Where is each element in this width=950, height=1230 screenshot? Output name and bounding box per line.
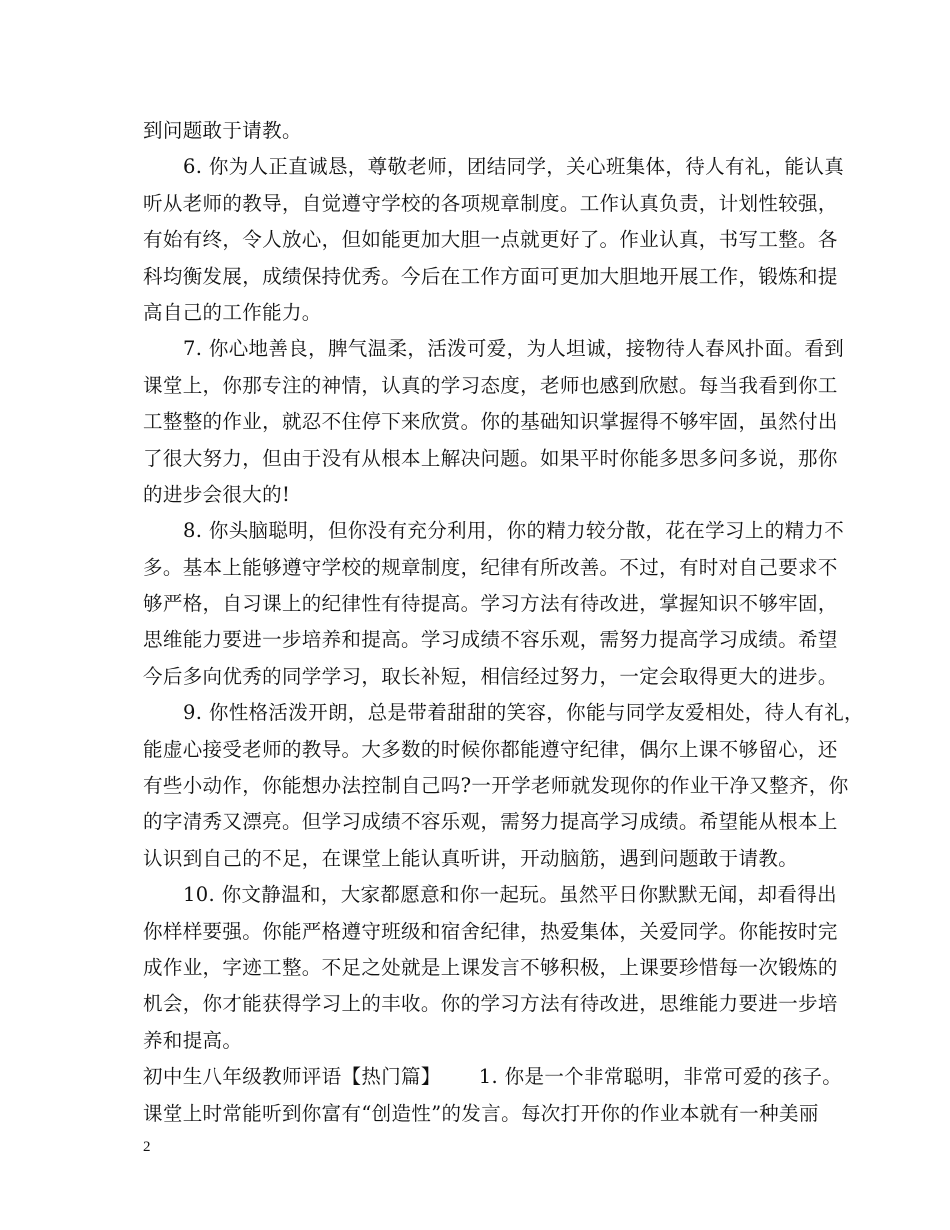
text-line: 有些小动作，你能想办法控制自己吗?一开学老师就发现你的作业干净又整齐，你 <box>143 774 849 798</box>
text-line: 你样样要强。你能严格遵守班级和宿舍纪律，热爱集体，关爱同学。你能按时完 <box>143 919 838 943</box>
text-line: 听从老师的教导，自觉遵守学校的各项规章制度。工作认真负责，计划性较强， <box>143 191 838 215</box>
text-line: 高自己的工作能力。 <box>143 300 322 324</box>
text-line: 的字清秀又漂亮。但学习成绩不容乐观，需努力提高学习成绩。希望能从根本上 <box>143 810 838 834</box>
text-line: 课堂上，你那专注的神情，认真的学习态度，老师也感到欣慰。每当我看到你工 <box>143 373 838 397</box>
text-line: 能虚心接受老师的教导。大多数的时候你都能遵守纪律，偶尔上课不够留心，还 <box>143 737 838 761</box>
text-line: 8. 你头脑聪明，但你没有充分利用，你的精力较分散，花在学习上的精力不 <box>183 519 845 543</box>
text-line: 的进步会很大的! <box>143 482 291 506</box>
paragraph-lines <box>143 113 864 1059</box>
document-body <box>143 113 864 1132</box>
section-heading-line <box>143 1059 843 1095</box>
text-line: 到问题敢于请教。 <box>143 119 302 142</box>
text-line: 科均衡发展，成绩保持优秀。今后在工作方面可更加大胆地开展工作，锻炼和提 <box>143 264 838 288</box>
text-line: 机会，你才能获得学习上的丰收。你的学习方法有待改进，思维能力要进一步培 <box>143 992 838 1016</box>
text-line: 思维能力要进一步培养和提高。学习成绩不容乐观，需努力提高学习成绩。希望 <box>143 628 838 652</box>
text-line: 多。基本上能够遵守学校的规章制度，纪律有所改善。不过，有时对自己要求不 <box>143 555 838 579</box>
text-line: 7. 你心地善良，脾气温柔，活泼可爱，为人坦诚，接物待人春风扑面。看到 <box>183 337 845 361</box>
text-line: 10. 你文静温和，大家都愿意和你一起玩。虽然平日你默默无闻，却看得出 <box>183 883 837 907</box>
text-line: 课堂上时常能听到你富有“创造性”的发言。每次打开你的作业本就有一种美丽 <box>143 1101 819 1125</box>
text-line: 够严格，自习课上的纪律性有待提高。学习方法有待改进，掌握知识不够牢固， <box>143 592 838 616</box>
text-line: 认识到自己的不足，在课堂上能认真听讲，开动脑筋，遇到问题敢于请教。 <box>143 846 799 870</box>
text-line: 6. 你为人正直诚恳，尊敬老师，团结同学，关心班集体，待人有礼，能认真 <box>183 155 845 179</box>
text-line: 今后多向优秀的同学学习，取长补短，相信经过努力，一定会取得更大的进步。 <box>143 664 838 688</box>
text-line: 工整整的作业，就忍不住停下来欣赏。你的基础知识掌握得不够牢固，虽然付出 <box>143 410 838 434</box>
text-line: 9. 你性格活泼开朗，总是带着甜甜的笑容，你能与同学友爱相处，待人有礼， <box>183 701 864 725</box>
heading-continuation: 1. 你是一个非常聪明，非常可爱的孩子。 <box>478 1065 843 1089</box>
text-line: 养和提高。 <box>143 1028 243 1052</box>
text-line: 成作业，字迹工整。不足之处就是上课发言不够积极，上课要珍惜每一次锻炼的 <box>143 955 838 979</box>
text-line: 有始有终，令人放心，但如能更加大胆一点就更好了。作业认真，书写工整。各 <box>143 228 838 252</box>
section-heading: 初中生八年级教师评语【热门篇】 <box>143 1065 441 1089</box>
page-number: 2 <box>143 1139 151 1155</box>
text-line: 了很大努力，但由于没有从根本上解决问题。如果平时你能多思多问多说，那你 <box>143 446 838 470</box>
final-paragraph-lines <box>143 1096 828 1132</box>
